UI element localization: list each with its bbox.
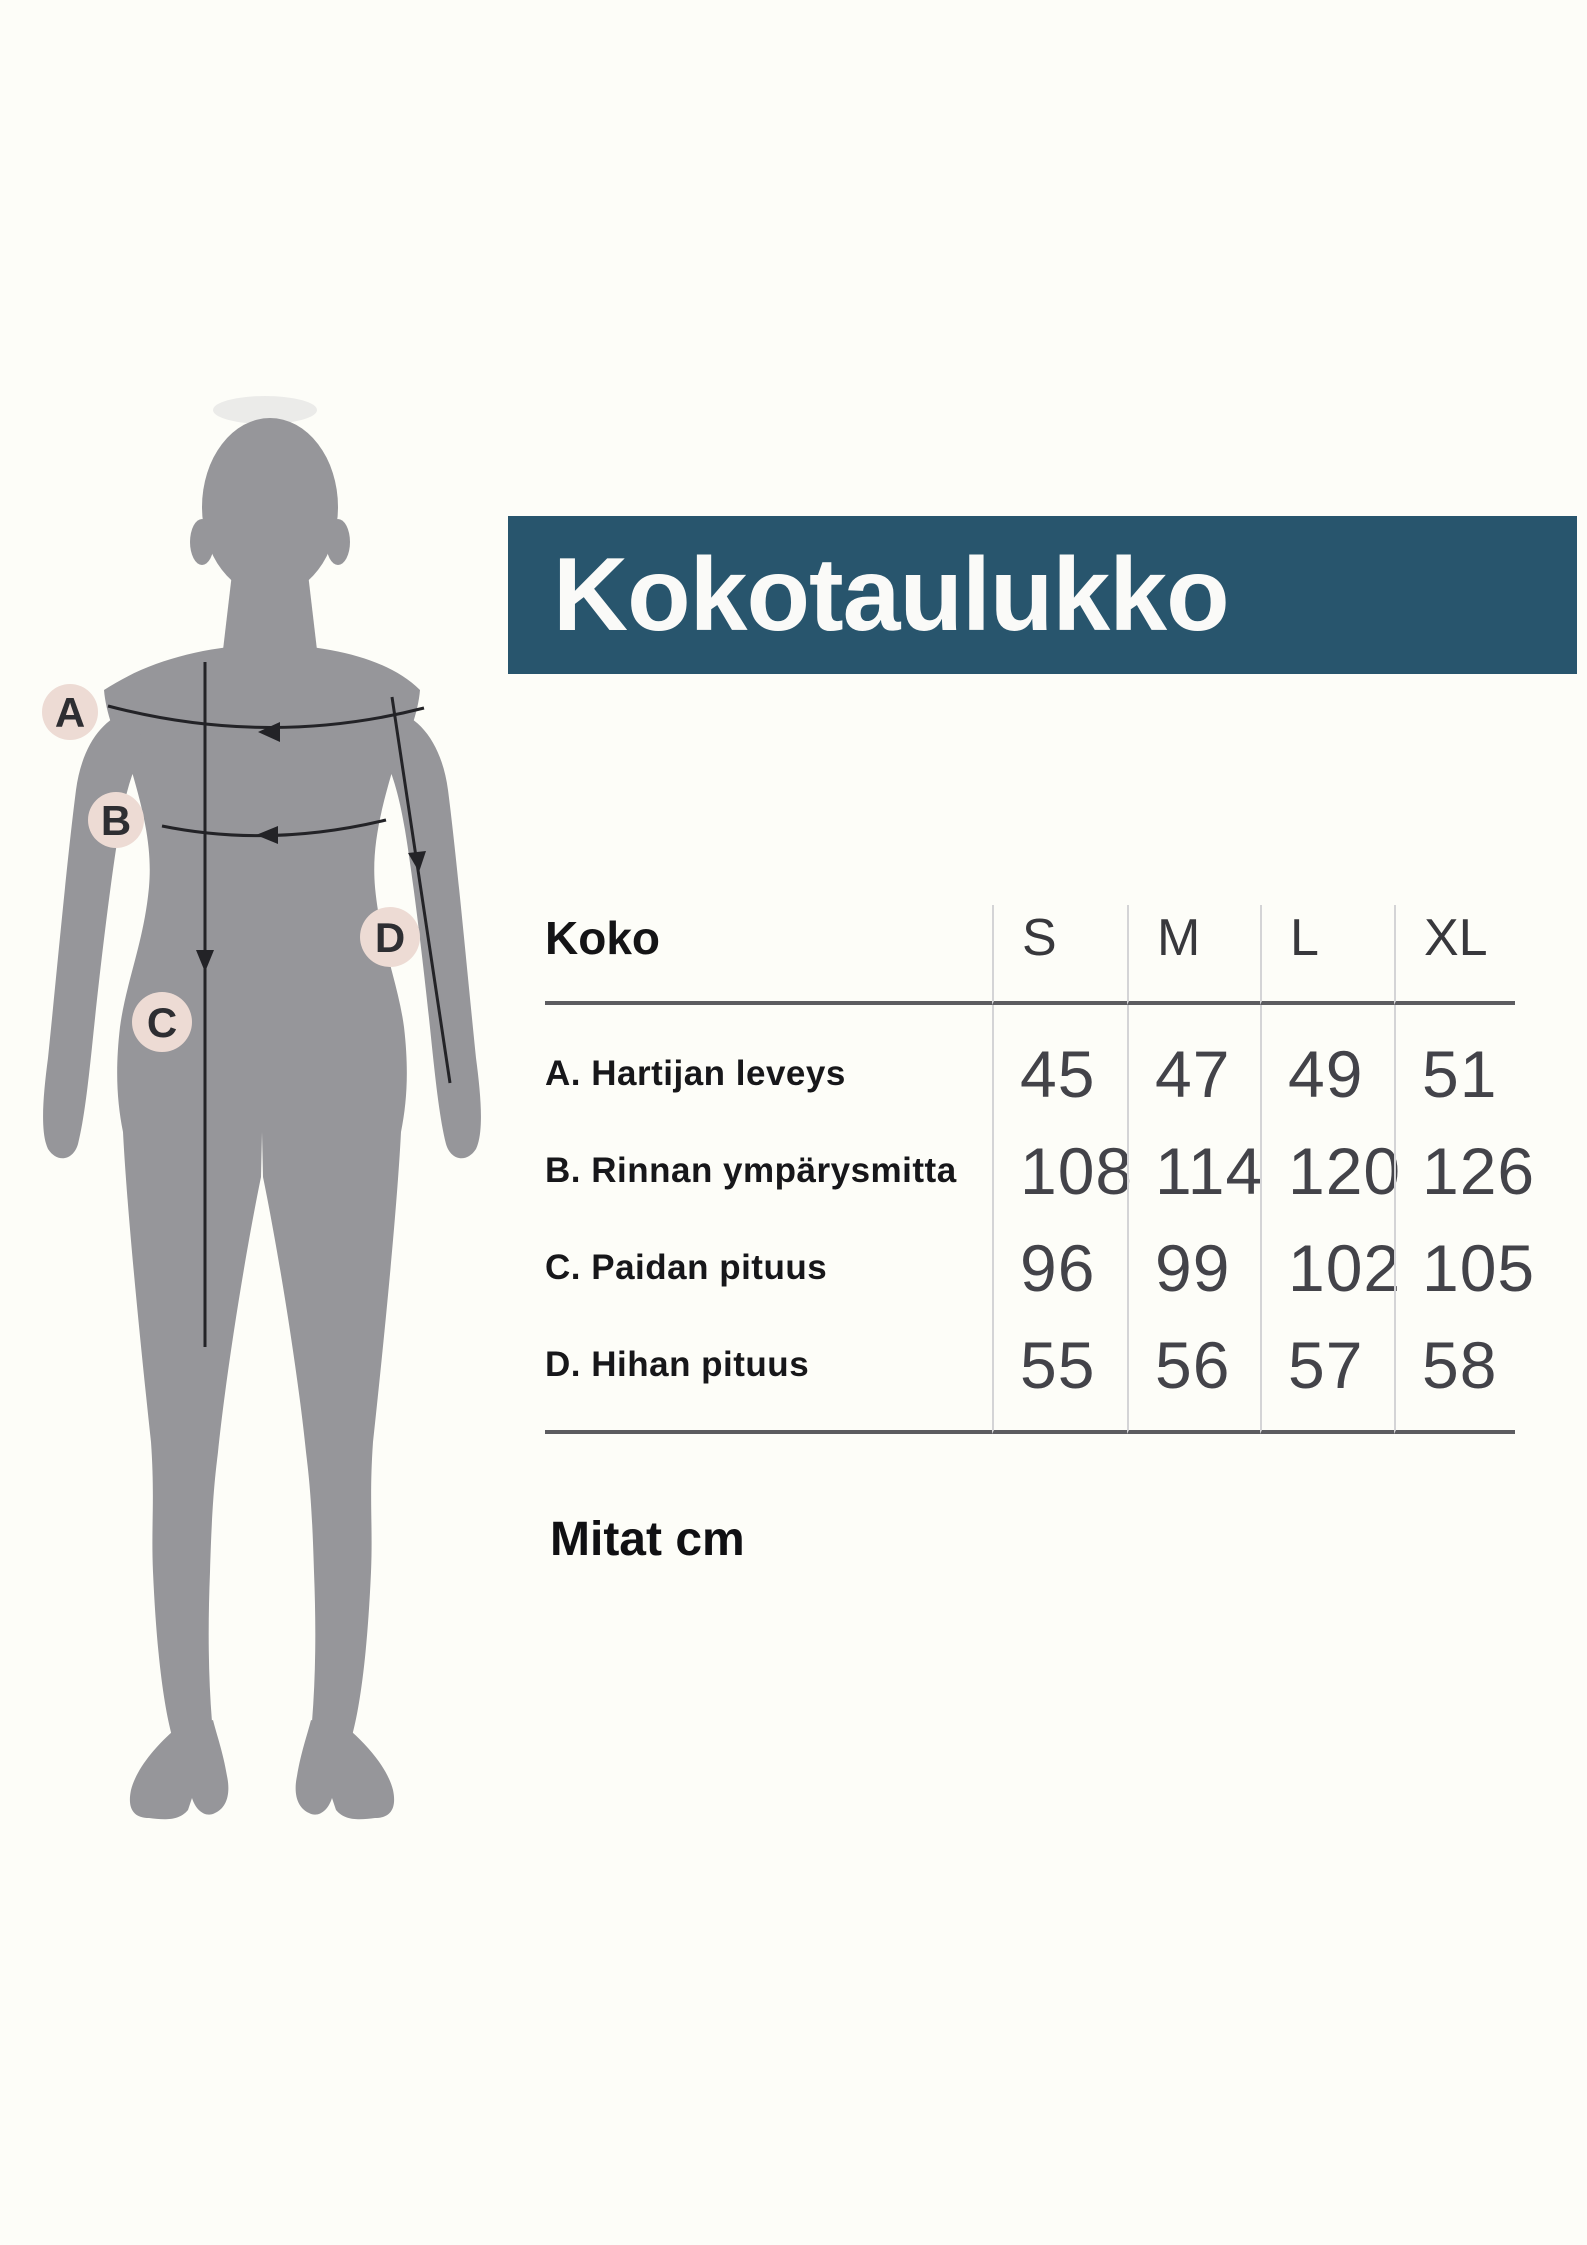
value-sleeve-m: 56	[1127, 1296, 1260, 1393]
row-label-sleeve-length: D. Hihan pituus	[545, 1344, 810, 1384]
row-label-chest-circumference: B. Rinnan ympärysmitta	[545, 1150, 957, 1190]
value-shirt-xl: 105	[1394, 1199, 1515, 1296]
value-sleeve-l: 57	[1260, 1296, 1394, 1393]
value-chest-l: 120	[1260, 1102, 1394, 1199]
units-note: Mitat cm	[550, 1513, 745, 1566]
value-shirt-s: 96	[992, 1199, 1127, 1296]
table-bottom-rule	[545, 1393, 992, 1434]
row-label-shoulder-width: A. Hartijan leveys	[545, 1053, 846, 1093]
value-shoulder-xl: 51	[1394, 1005, 1515, 1102]
value-shirt-m: 99	[1127, 1199, 1260, 1296]
value-sleeve-s: 55	[992, 1296, 1127, 1393]
table-header-koko: Koko	[545, 905, 992, 1005]
size-table	[545, 905, 1536, 1434]
table-header-size-m: M	[1127, 905, 1260, 1005]
table-header-size-s: S	[992, 905, 1127, 1005]
title-banner	[508, 516, 1577, 674]
value-shoulder-m: 47	[1127, 1005, 1260, 1102]
value-shirt-l: 102	[1260, 1199, 1394, 1296]
marker-d-label: D	[374, 914, 406, 961]
marker-c-label: C	[146, 999, 178, 1046]
marker-b-label: B	[100, 797, 132, 844]
value-chest-m: 114	[1127, 1102, 1260, 1199]
table-header-size-xl: XL	[1394, 905, 1515, 1005]
value-shoulder-l: 49	[1260, 1005, 1394, 1102]
value-shoulder-s: 45	[992, 1005, 1127, 1102]
body-silhouette	[43, 418, 481, 1819]
value-chest-xl: 126	[1394, 1102, 1515, 1199]
body-measurement-diagram	[0, 380, 520, 1850]
marker-a-label: A	[54, 689, 86, 736]
page-title: Kokotaulukko	[553, 537, 1229, 653]
value-chest-s: 108	[992, 1102, 1127, 1199]
table-header-size-l: L	[1260, 905, 1394, 1005]
value-sleeve-xl: 58	[1394, 1296, 1515, 1393]
row-label-shirt-length: C. Paidan pituus	[545, 1247, 828, 1287]
